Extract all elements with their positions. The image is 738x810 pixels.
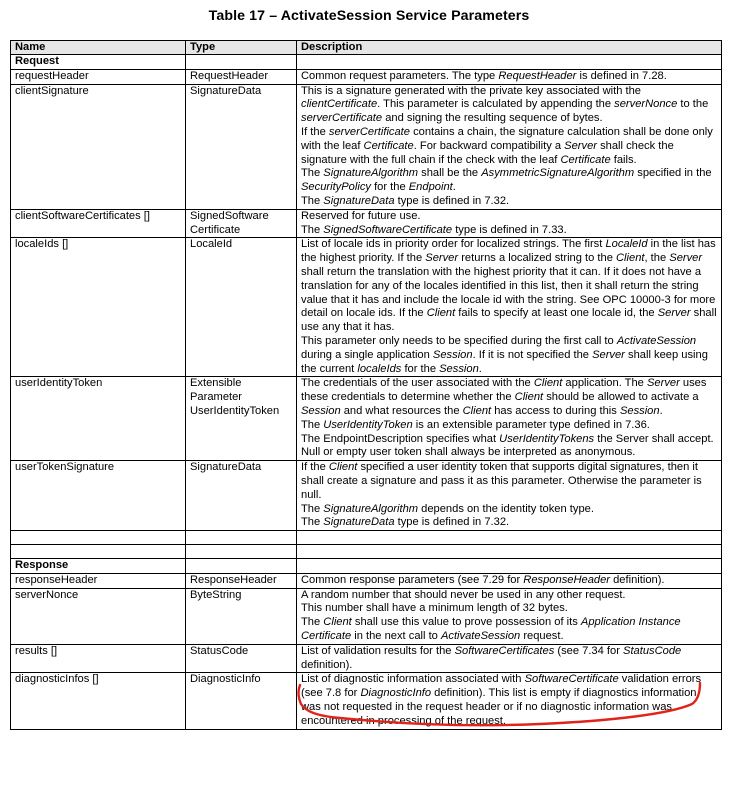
parameter-description xyxy=(297,673,722,729)
description-paragraph: List of locale ids in priority order for localized strings. The first LocaleId in the list has the highest priority. If the Server returns a localized string to the Client, the Server shall return the translation with the highest priority that it can. If it does not have a translation for any of the locales identified in this list, then it shall return the string value that it has and include the locale id with the string. See OPC 10000-3 for more detail on locale ids. If the Client fails to specify at least one locale id, the Server shall use any that it has. xyxy=(301,238,717,334)
section-row-response xyxy=(11,559,722,574)
table-row xyxy=(11,644,722,673)
section-row-request xyxy=(11,55,722,70)
parameter-name: requestHeader xyxy=(11,69,186,84)
parameter-description xyxy=(297,209,722,238)
parameter-name: serverNonce xyxy=(11,588,186,644)
description-paragraph: This is a signature generated with the private key associated with the clientCertificate. This parameter is calculated by appending the serverNonce to the serverCertificate and signing the resulting sequence of bytes. xyxy=(301,84,709,125)
blank-row xyxy=(11,531,722,545)
table-row xyxy=(11,209,722,238)
blank-row xyxy=(11,545,722,559)
parameter-type: DiagnosticInfo xyxy=(186,673,297,729)
description-paragraph: The SignedSoftwareCertificate type is defined in 7.33. xyxy=(301,223,567,236)
empty-cell xyxy=(186,545,297,559)
parameter-type: SignatureData xyxy=(186,84,297,209)
empty-cell xyxy=(186,55,297,70)
empty-cell xyxy=(297,531,722,545)
parameter-name: diagnosticInfos [] xyxy=(11,673,186,729)
section-label: Request xyxy=(11,55,186,70)
description-paragraph: The SignatureAlgorithm shall be the AsymmetricSignatureAlgorithm specified in the SecurityPolicy for the Endpoint. xyxy=(301,167,712,194)
description-paragraph: Null or empty user token shall always be interpreted as anonymous. xyxy=(301,446,636,459)
parameter-name: clientSignature xyxy=(11,84,186,209)
description-paragraph: The UserIdentityToken is an extensible parameter type defined in 7.36. xyxy=(301,418,650,431)
table-row xyxy=(11,69,722,84)
parameter-description xyxy=(297,644,722,673)
parameter-description xyxy=(297,69,722,84)
parameter-type: StatusCode xyxy=(186,644,297,673)
parameter-name: responseHeader xyxy=(11,573,186,588)
parameter-type: RequestHeader xyxy=(186,69,297,84)
parameter-name: clientSoftwareCertificates [] xyxy=(11,209,186,238)
description-paragraph: Reserved for future use. xyxy=(301,209,421,222)
parameter-description xyxy=(297,238,722,377)
table-row xyxy=(11,84,722,209)
parameter-type: SignatureData xyxy=(186,461,297,531)
description-paragraph: The SignatureData type is defined in 7.32. xyxy=(301,516,510,529)
column-header-type: Type xyxy=(186,41,297,55)
description-paragraph: Common request parameters. The type RequestHeader is defined in 7.28. xyxy=(301,69,667,82)
description-paragraph: List of diagnostic information associated with SoftwareCertificate validation errors (see 7.8 for DiagnosticInfo definition). This list is empty if diagnostics information was not requested in the request header or if no diagnostic information was encountered in processing of the request. xyxy=(301,673,702,727)
table-row xyxy=(11,588,722,644)
description-paragraph: The Client shall use this value to prove possession of its Application Instance Certificate in the next call to ActivateSession request. xyxy=(301,616,681,643)
parameter-type: LocaleId xyxy=(186,238,297,377)
parameter-description xyxy=(297,84,722,209)
parameter-description xyxy=(297,573,722,588)
description-paragraph: Common response parameters (see 7.29 for ResponseHeader definition). xyxy=(301,573,665,586)
parameter-description xyxy=(297,588,722,644)
empty-cell xyxy=(11,545,186,559)
description-paragraph: The EndpointDescription specifies what UserIdentityTokens the Server shall accept. xyxy=(301,432,714,445)
section-label: Response xyxy=(11,559,186,574)
parameter-type: ResponseHeader xyxy=(186,573,297,588)
table-row xyxy=(11,573,722,588)
parameters-table xyxy=(10,40,722,730)
column-header-description: Description xyxy=(297,41,722,55)
parameter-name: userTokenSignature xyxy=(11,461,186,531)
empty-cell xyxy=(186,559,297,574)
empty-cell xyxy=(297,559,722,574)
parameter-name: results [] xyxy=(11,644,186,673)
table-row xyxy=(11,238,722,377)
description-paragraph: The SignatureAlgorithm depends on the identity token type. xyxy=(301,502,594,515)
description-paragraph: The credentials of the user associated with the Client application. The Server uses these credentials to determine whether the Client should be allowed to activate a Session and what resources the Client has access to during this Session. xyxy=(301,377,707,417)
description-paragraph: A random number that should never be used in any other request. xyxy=(301,588,626,601)
empty-cell xyxy=(11,531,186,545)
description-paragraph: If the Client specified a user identity token that supports digital signatures, then it shall create a signature and pass it as this parameter. Otherwise the parameter is null. xyxy=(301,461,702,501)
parameter-name: userIdentityToken xyxy=(11,377,186,461)
parameter-type: ByteString xyxy=(186,588,297,644)
empty-cell xyxy=(297,545,722,559)
parameter-description xyxy=(297,461,722,531)
parameter-type: Extensible Parameter UserIdentityToken xyxy=(186,377,297,461)
table-row xyxy=(11,377,722,461)
column-header-name: Name xyxy=(11,41,186,55)
empty-cell xyxy=(186,531,297,545)
description-paragraph: This number shall have a minimum length of 32 bytes. xyxy=(301,602,568,615)
table-row xyxy=(11,673,722,729)
table-row xyxy=(11,461,722,531)
parameter-type: SignedSoftware Certificate xyxy=(186,209,297,238)
empty-cell xyxy=(297,55,722,70)
parameter-description xyxy=(297,377,722,461)
description-paragraph: The SignatureData type is defined in 7.32. xyxy=(301,194,510,207)
description-paragraph: List of validation results for the SoftwareCertificates (see 7.34 for StatusCode definition). xyxy=(301,644,682,671)
description-paragraph: If the serverCertificate contains a chain, the signature calculation shall be done only with the leaf Certificate. For backward compatibility a Server shall check the signature with the full chain if the check with the leaf Certificate fails. xyxy=(301,125,713,166)
parameter-name: localeIds [] xyxy=(11,238,186,377)
table-header-row xyxy=(11,41,722,55)
table-title: Table 17 – ActivateSession Service Parameters xyxy=(208,8,530,24)
description-paragraph: This parameter only needs to be specified during the first call to ActivateSession during a single application Session. If it is not specified the Server shall keep using the current localeIds for the Session. xyxy=(301,334,708,375)
